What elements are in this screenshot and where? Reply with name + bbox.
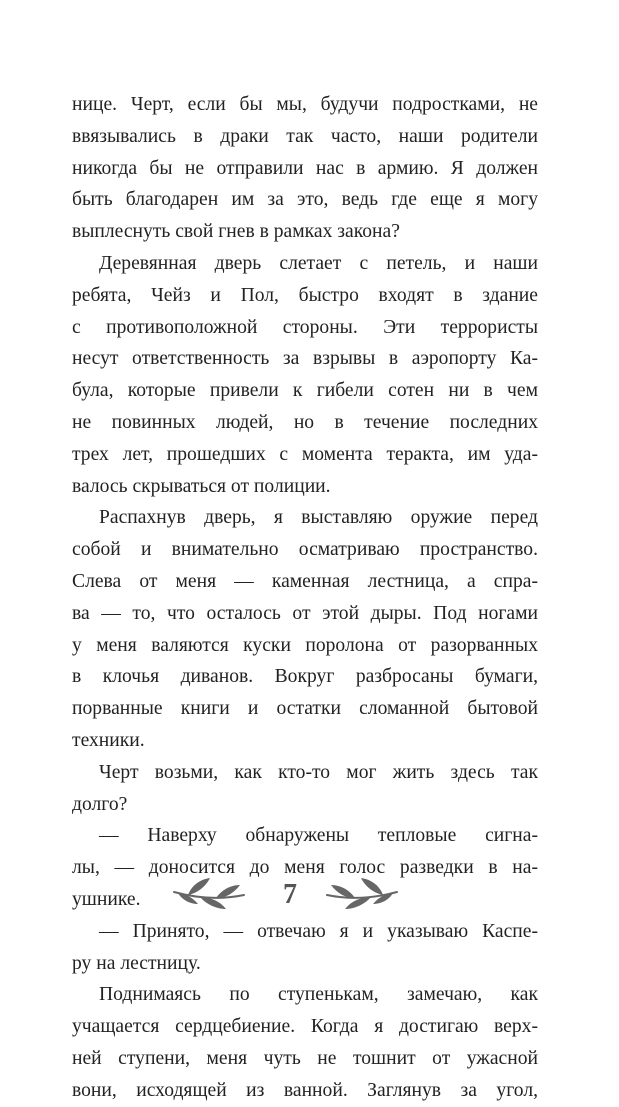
leaf-branch-icon: [172, 876, 246, 914]
text-line: трех лет, прошедших с момента теракта, им уда-: [72, 443, 538, 465]
text-line: нице. Черт, если бы мы, будучи подростками, не: [72, 94, 538, 115]
text-line: не повинных людей, но в течение последних: [72, 411, 538, 433]
text-line: никогда бы не отправили нас в армию. Я должен: [72, 157, 538, 179]
body-text: [72, 89, 538, 1107]
text-line: лы, — доносится до меня голос разведки в на-: [72, 857, 538, 879]
text-line: Черт возьми, как кто-то мог жить здесь так: [99, 761, 538, 783]
text-line: у меня валяются куски поролона от разорванных: [72, 634, 538, 656]
text-line: — Принято, — отвечаю я и указываю Каспе-: [99, 920, 538, 942]
page-number: 7: [283, 879, 297, 910]
text-line: вони, исходящей из ванной. Заглянув за угол,: [72, 1079, 538, 1101]
text-line: техники.: [72, 729, 145, 751]
leaf-branch-icon: [325, 876, 399, 914]
text-line: ру на лестницу.: [72, 952, 201, 974]
text-line: Слева от меня — каменная лестница, а спра-: [72, 570, 538, 592]
text-line: ввязывались в драки так часто, наши родители: [72, 125, 538, 147]
text-line: валось скрываться от полиции.: [72, 475, 331, 497]
text-line: ребята, Чейз и Пол, быстро входят в здание: [72, 284, 538, 306]
text-line: Поднимаясь по ступенькам, замечаю, как: [99, 984, 538, 1006]
text-line: учащается сердцебиение. Когда я достигаю верх-: [72, 1016, 538, 1038]
text-line: була, которые привели к гибели сотен ни в чем: [72, 380, 538, 402]
text-line: — Наверху обнаружены тепловые сигна-: [99, 825, 538, 847]
text-line: в клочья диванов. Вокруг разбросаны бумаги,: [72, 666, 538, 688]
text-line: ва — то, что осталось от этой дыры. Под ногами: [72, 602, 538, 624]
page-footer: [0, 872, 619, 922]
text-line: ушнике.: [72, 888, 141, 910]
text-line: несут ответственность за взрывы в аэропорту Ка-: [72, 348, 538, 370]
text-line: собой и внимательно осматриваю пространство.: [72, 539, 538, 561]
text-line: Деревянная дверь слетает с петель, и наши: [99, 252, 538, 274]
text-line: Распахнув дверь, я выставляю оружие перед: [99, 507, 538, 529]
text-line: ней ступени, меня чуть не тошнит от ужасной: [72, 1047, 538, 1069]
text-line: долго?: [72, 793, 128, 815]
text-line: порванные книги и остатки сломанной бытовой: [72, 698, 538, 720]
text-line: быть благодарен им за это, ведь где еще я могу: [72, 189, 538, 211]
text-line: с противоположной стороны. Эти террористы: [72, 316, 538, 338]
text-line: выплеснуть свой гнев в рамках закона?: [72, 221, 400, 243]
